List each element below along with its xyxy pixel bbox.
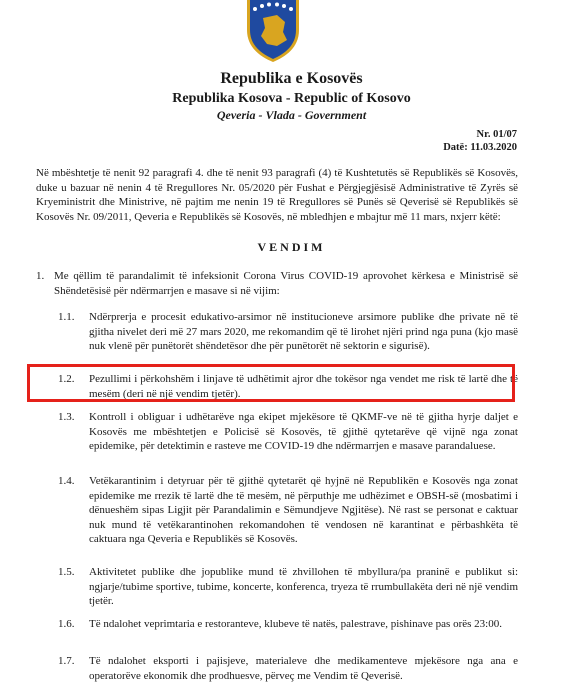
item-text: Aktivitetet publike dhe jopublike mund të zhvillohen të mbyllura/pa praninë e publikut si: ngjarje/tubime sportive, tubime, koncerte, konferenca, tryeza të rrumbullakëta deri në një vendim tjetër. [89, 566, 518, 607]
document-number: Nr. 01/07 [476, 129, 517, 140]
item-text: Kontroll i obliguar i udhëtarëve nga ekipet mjekësore të QKMF-ve në të gjitha hyrje daljet e Kosovës me mbështetjen e Policisë së Kosovës, të gjithë qytetarëve që vijnë nga zonat epidemike, për detektimin e rasteve me COVID-19 dhe ndërmarrjen e masave parandaluese. [89, 411, 518, 452]
measure-item-1-3 [58, 410, 518, 454]
intro-paragraph: Në mbështetje të nenit 92 paragrafi 4. dhe të nenit 93 paragrafi (4) të Kushtetutës së Republikës së Kosovës, duke u bazuar në nenin 4 të Rregullores Nr. 05/2020 për Fushat e Përgjegjësisë Administrative të Zyrës së Kryeministrit dhe Ministrive, në pajtim me nenin 19 të Rregullores së Punës së Qeverisë së Republikës së Kosovës Nr. 09/2011, Qeveria e Republikës së Kosovës, në mbledhjen e mbajtur më 11 mars, nxjerr këtë: [36, 167, 518, 223]
point-text: Me qëllim të parandalimit të infeksionit Corona Virus COVID-19 aprovohet kërkesa e Ministrisë së Shëndetësisë për ndërmarrjen e masave si në vijim: [54, 270, 518, 297]
header-subtitle: Republika Kosova - Republic of Kosovo [172, 91, 411, 106]
item-number: 1.3. [58, 411, 75, 423]
item-text: Të ndalohet eksporti i pajisjeve, materialeve dhe medikamenteve mjekësore nga ana e operatorëve ekonomik dhe prodhuesve, përveç me Vendim të Qeverisë. [89, 655, 518, 682]
highlight-box [27, 364, 515, 402]
item-text: Vetëkarantinim i detyruar për të gjithë qytetarët që hyjnë në Republikën e Kosovës nga zonat epidemike me rrezik të lartë dhe të mesëm, në përputhje me udhëzimet e OBSH-së (mosbatimi i dënueshëm sipas Ligjit për Parandalimin e Sëmundjeve Ngjitëse). Në rast se personat e caktuar nuk mund të vetëkarantinohen rekomandohen të vendosen në karantinat e përbashkëta të caktuara nga Qeveria e Republikës së Kosovës. [89, 475, 518, 545]
decision-heading: VENDIM [257, 240, 326, 254]
item-number: 1.1. [58, 311, 75, 323]
measure-item-1-4 [58, 474, 518, 547]
measure-item-1-7 [58, 654, 518, 683]
item-text: Pezullimi i përkohshëm i linjave të udhëtimit ajror dhe tokësor nga vendet me risk të lartë dhe të mesëm (deri në një vendim tjetër). [89, 373, 518, 400]
measure-item-1-5 [58, 565, 518, 609]
document-reference [443, 128, 517, 154]
header-title: Republika e Kosovës [220, 70, 363, 87]
document-date: Datë: 11.03.2020 [443, 142, 517, 153]
item-number: 1.4. [58, 475, 75, 487]
coat-of-arms-icon [243, 0, 303, 62]
point-number: 1. [36, 270, 45, 282]
item-number: 1.7. [58, 655, 75, 667]
measure-item-1-1 [58, 310, 518, 354]
header-government: Qeveria - Vlada - Government [216, 108, 367, 122]
item-text: Të ndalohet veprimtaria e restoranteve, klubeve të natës, palestrave, pishinave pas orës 23:00. [89, 618, 502, 630]
item-number: 1.2. [58, 373, 75, 385]
item-number: 1.6. [58, 618, 75, 630]
item-text: Ndërprerja e procesit edukativo-arsimor në institucioneve arsimore publike dhe private në të gjitha nivelet deri më 27 mars 2020, me rekomandim që të lirohet njëri prind nga puna (kjo masë nuk vlenë për punëtorët shëndetësor dhe për punëtorët në sektorin e sigurisë). [89, 311, 518, 352]
point-1 [36, 269, 518, 298]
measure-item-1-6 [58, 617, 518, 632]
item-number: 1.5. [58, 566, 75, 578]
